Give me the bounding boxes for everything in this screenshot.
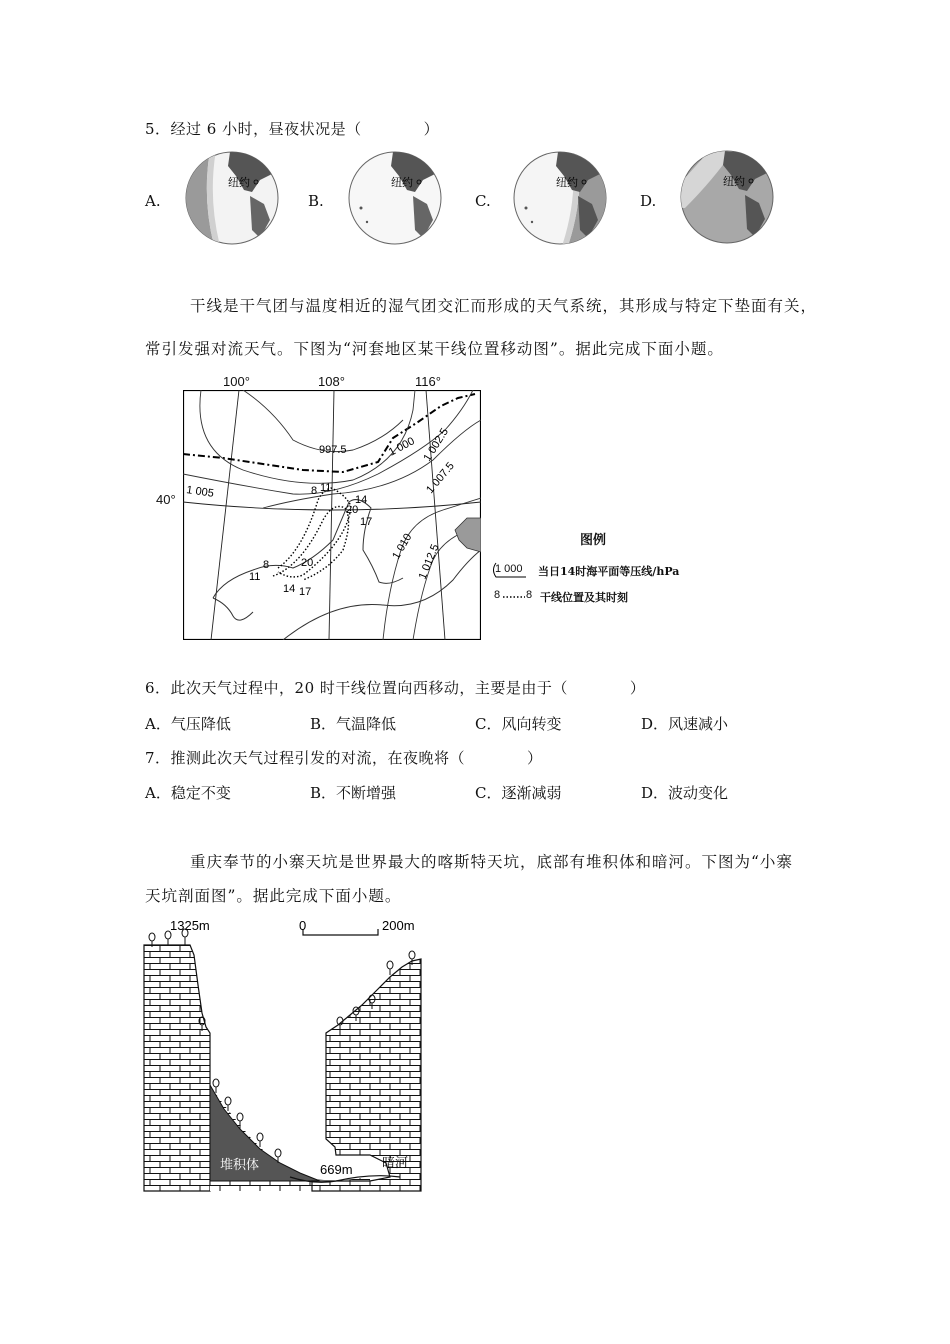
dryline-map <box>183 390 481 640</box>
globe-c-city: 纽约 <box>556 177 578 189</box>
deposit-label: 堆积体 <box>220 1157 260 1172</box>
time-label-11-south: 11 <box>249 571 261 583</box>
legend-dryline-text: 干线位置及其时刻 <box>540 591 628 604</box>
legend-dryline-sample-right: 8 <box>526 589 533 601</box>
q6-option-b[interactable]: B．气温降低 <box>310 715 397 733</box>
legend-title: 图例 <box>580 533 607 548</box>
isobar-label-1012: 1 012.5 <box>416 542 442 582</box>
isobar-label-1010: 1 010 <box>390 531 415 562</box>
isobar-label-1007: 1 007.5 <box>424 460 457 496</box>
globe-c[interactable] <box>508 150 614 246</box>
globe-d[interactable] <box>675 148 781 246</box>
time-label-11-north: 11 <box>320 482 332 494</box>
legend-dryline-symbol <box>502 592 526 602</box>
q5-option-c-letter[interactable]: C. <box>475 192 491 210</box>
globe-a[interactable] <box>180 150 286 246</box>
q5-option-a-letter[interactable]: A. <box>145 192 161 210</box>
time-label-20-north: 20 <box>346 504 359 516</box>
q7-option-c[interactable]: C．逐渐减弱 <box>475 784 562 802</box>
q6-option-a[interactable]: A．气压降低 <box>145 715 231 733</box>
q7-option-a[interactable]: A．稳定不变 <box>145 784 231 802</box>
globe-b-city: 纽约 <box>391 177 413 189</box>
time-label-17-north: 17 <box>360 516 373 528</box>
elevation-bottom-label: 669m <box>320 1162 353 1177</box>
q7-option-b[interactable]: B．不断增强 <box>310 784 397 802</box>
elevation-top-label: 1325m <box>170 918 210 933</box>
scale-zero-label: 0 <box>299 918 307 933</box>
tiankeng-section <box>140 915 425 1195</box>
scale-end-label: 200m <box>382 918 415 933</box>
legend-dryline-sample-left: 8 <box>494 589 501 601</box>
left-cliff <box>144 945 210 1191</box>
q7-stem: 7．推测此次天气过程引发的对流，在夜晚将（ ） <box>145 749 543 767</box>
globe-a-city: 纽约 <box>228 177 250 189</box>
q7-option-d[interactable]: D．波动变化 <box>641 784 729 802</box>
passage2-line1: 重庆奉节的小寨天坑是世界最大的喀斯特天坑，底部有堆积体和暗河。下图为“小寨 <box>190 853 793 871</box>
scale-bar <box>303 929 378 935</box>
globe-d-city: 纽约 <box>723 176 745 188</box>
q6-option-d[interactable]: D．风速减小 <box>641 715 729 733</box>
passage2-line2: 天坑剖面图”。据此完成下面小题。 <box>145 887 402 905</box>
legend-isobar-sample: 1 000 <box>495 563 523 575</box>
passage1-line1: 干线是干气团与温度相近的湿气团交汇而形成的天气系统，其形成与特定下垫面有关， <box>190 297 818 315</box>
isobar-label-1000: 1 000 <box>386 435 417 459</box>
q6-option-c[interactable]: C．风向转变 <box>475 715 562 733</box>
q5-stem: 5．经过 6 小时，昼夜状况是（ ） <box>145 120 440 138</box>
time-label-20-south: 20 <box>301 557 314 569</box>
longitude-label-100: 100° <box>223 374 250 389</box>
isobar-label-1002: 1 002.5 <box>421 426 451 464</box>
latitude-label-40: 40° <box>156 492 176 507</box>
legend-isobar-text: 当日14时海平面等压线/hPa <box>538 565 680 578</box>
globe-b[interactable] <box>343 150 449 246</box>
longitude-label-108: 108° <box>318 374 345 389</box>
river-label: 暗河 <box>382 1155 409 1170</box>
time-label-8-south: 8 <box>263 559 270 571</box>
q6-stem: 6．此次天气过程中，20 时干线位置向西移动，主要是由于（ ） <box>145 679 646 697</box>
time-label-8-north: 8 <box>311 485 318 497</box>
isobar-label-1005: 1 005 <box>185 484 215 500</box>
time-label-14-north: 14 <box>355 494 368 506</box>
longitude-label-116: 116° <box>415 374 441 389</box>
time-label-17-south: 17 <box>299 586 312 598</box>
q5-option-b-letter[interactable]: B. <box>308 192 324 210</box>
time-label-14-south: 14 <box>283 583 296 595</box>
q5-option-d-letter[interactable]: D. <box>640 192 657 210</box>
isobar-label-997: 997.5 <box>319 444 347 456</box>
passage1-line2: 常引发强对流天气。下图为“河套地区某干线位置移动图”。据此完成下面小题。 <box>145 340 724 358</box>
